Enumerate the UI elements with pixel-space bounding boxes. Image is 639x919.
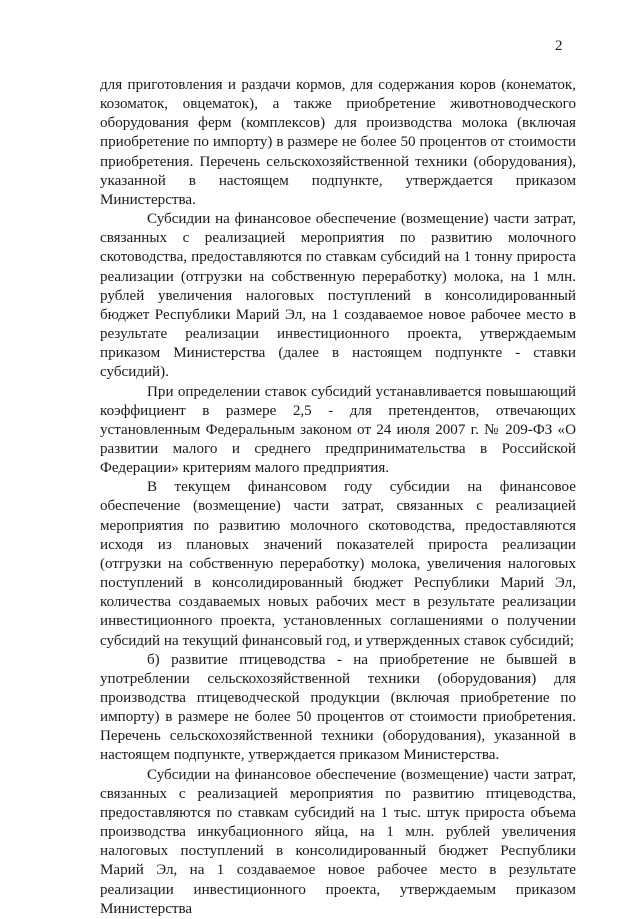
paragraph-current-year-subsidies: В текущем финансовом году субсидии на финансовое обеспечение (возмещение) части затрат, связанных с реализацией мероприятия по развитию молочного скотоводства, предоставляются исходя из плановых значений показателей прироста реализации (отгрузки на собственную переработку) молока, увеличения налоговых поступлений в консолидированный бюджет Республики Марий Эл, количества создаваемых новых рабочих мест в результате реализации инвестиционного проекта, установленных соглашениями о получении субсидий на текущий финансовый год, и утвержденных ставок субсидий; — [100, 479, 576, 649]
page-number: 2 — [555, 38, 563, 54]
paragraph-continuation: для приготовления и раздачи кормов, для содержания коров (конематок, козоматок, овцематок), а также приобретение животноводческого оборудования ферм (комплексов) для производства молока (включая приобретение по импорту) в размере не более 50 процентов от стоимости приобретения. Перечень сельскохозяйственной техники (оборудования), указанной в настоящем подпункте, утверждается приказом Министерства. — [100, 77, 576, 208]
paragraph-increasing-coefficient: При определении ставок субсидий устанавливается повышающий коэффициент в размере 2,5 - для претендентов, отвечающих установленным Федеральным законом от 24 июля 2007 г. № 209-ФЗ «О развитии малого и среднего предпринимательства в Российской Федерации» критериям малого предприятия. — [100, 383, 576, 477]
document-body — [100, 76, 576, 919]
paragraph-dairy-subsidy-rates: Субсидии на финансовое обеспечение (возмещение) части затрат, связанных с реализацией мероприятия по развитию молочного скотоводства, предоставляются по ставкам субсидий на 1 тонну прироста реализации (отгрузки на собственную переработку) молока, на 1 млн. рублей увеличения налоговых поступлений в консолидированный бюджет Республики Марий Эл, на 1 создаваемое новое рабочее место в результате реализации инвестиционного проекта, утверждаемым приказом Министерства (далее в настоящем подпункте - ставки субсидий). — [100, 211, 576, 381]
paragraph-poultry-development: б) развитие птицеводства - на приобретение не бывшей в употреблении сельскохозяйственной техники (оборудования) для производства птицеводческой продукции (включая приобретение по импорту) в размере не более 50 процентов от стоимости приобретения. Перечень сельскохозяйственной техники (оборудования), указанной в настоящем подпункте, утверждается приказом Министерства. — [100, 651, 576, 764]
paragraph-poultry-subsidy-rates: Субсидии на финансовое обеспечение (возмещение) части затрат, связанных с реализацией мероприятия по развитию птицеводства, предоставляются по ставкам субсидий на 1 тыс. штук прироста объема производства инкубационного яйца, на 1 млн. рублей увеличения налоговых поступлений в консолидированный бюджет Республики Марий Эл, на 1 создаваемое новое рабочее место в результате реализации инвестиционного проекта, утверждаемым приказом Министерства — [100, 766, 576, 917]
